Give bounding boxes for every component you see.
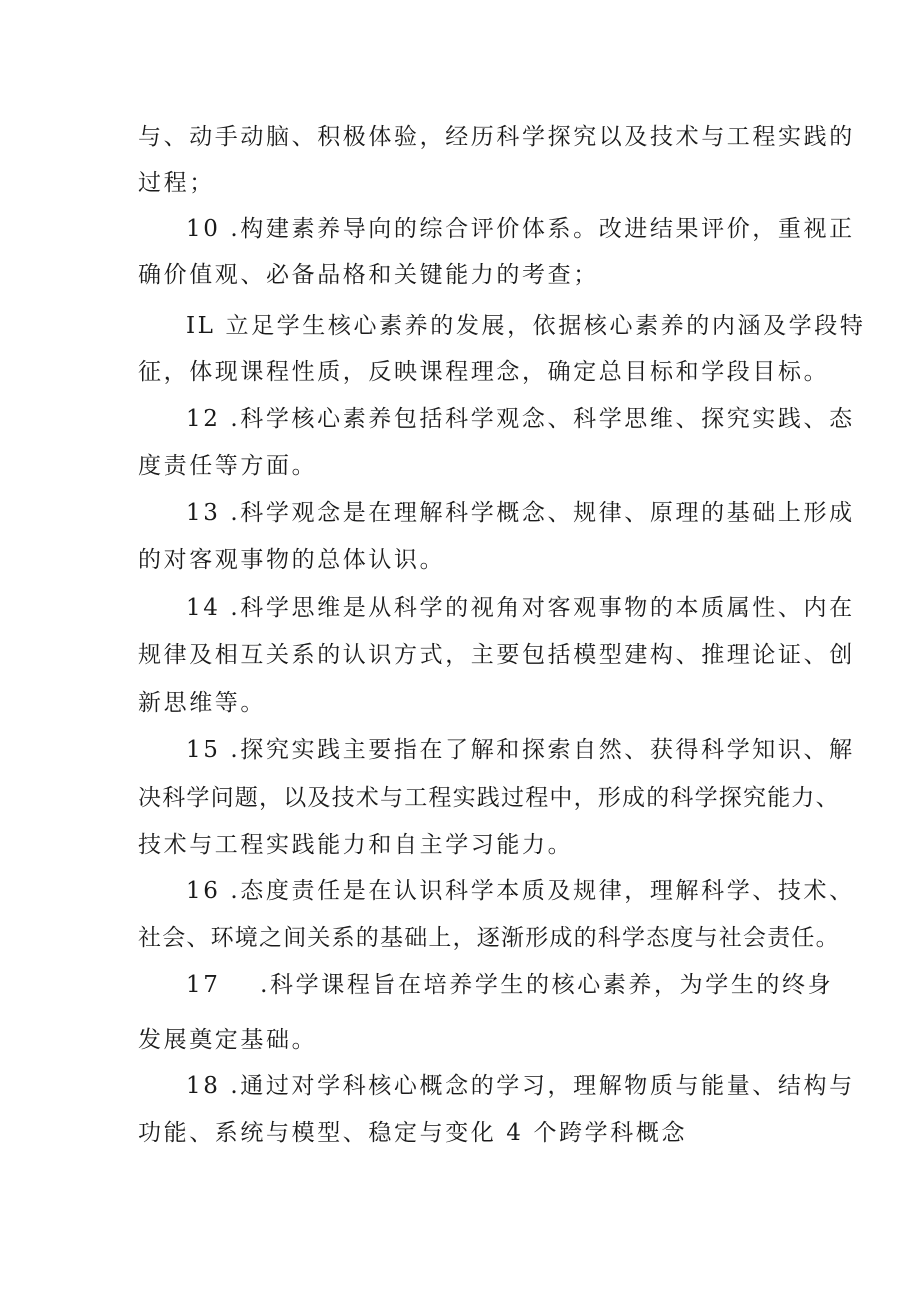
text-line: 14 .科学思维是从科学的视角对客观事物的本质属性、内在 — [186, 595, 855, 621]
text-line: 15 .探究实践主要指在了解和探索自然、获得科学知识、解 — [186, 737, 855, 763]
text-line: 17 .科学课程旨在培养学生的核心素养，为学生的终身 — [186, 972, 834, 998]
text-line: 征，体现课程性质，反映课程理念，确定总目标和学段目标。 — [138, 359, 830, 385]
text-line: IL 立足学生核心素养的发展，依据核心素养的内涵及学段特 — [186, 313, 866, 339]
text-line: 确价值观、必备品格和关键能力的考查； — [138, 262, 599, 288]
text-line: 的对客观事物的总体认识。 — [138, 547, 446, 573]
text-line: 发展奠定基础。 — [138, 1027, 318, 1053]
text-line: 过程； — [138, 170, 215, 196]
text-line: 18 .通过对学科核心概念的学习，理解物质与能量、结构与 — [186, 1073, 855, 1099]
text-line: 规律及相互关系的认识方式，主要包括模型建构、推理论证、创 — [138, 642, 855, 668]
text-line: 与、动手动脑、积极体验，经历科学探究以及技术与工程实践的 — [138, 124, 855, 150]
text-line: 技术与工程实践能力和自主学习能力。 — [138, 832, 574, 858]
text-line: 12 .科学核心素养包括科学观念、科学思维、探究实践、态 — [186, 406, 855, 432]
text-line: 16 .态度责任是在认识科学本质及规律，理解科学、技术、 — [186, 878, 855, 904]
text-line: 社会、环境之间关系的基础上，逐渐形成的科学态度与社会责任。 — [138, 925, 840, 951]
text-line: 度责任等方面。 — [138, 453, 318, 479]
text-line: 决科学问题，以及技术与工程实践过程中，形成的科学探究能力、 — [138, 785, 840, 811]
text-line: 10 .构建素养导向的综合评价体系。改进结果评价，重视正 — [186, 216, 855, 242]
text-line: 功能、系统与模型、稳定与变化 4 个跨学科概念 — [138, 1120, 688, 1146]
text-line: 新思维等。 — [138, 690, 266, 716]
text-line: 13 .科学观念是在理解科学概念、规律、原理的基础上形成 — [186, 500, 855, 526]
